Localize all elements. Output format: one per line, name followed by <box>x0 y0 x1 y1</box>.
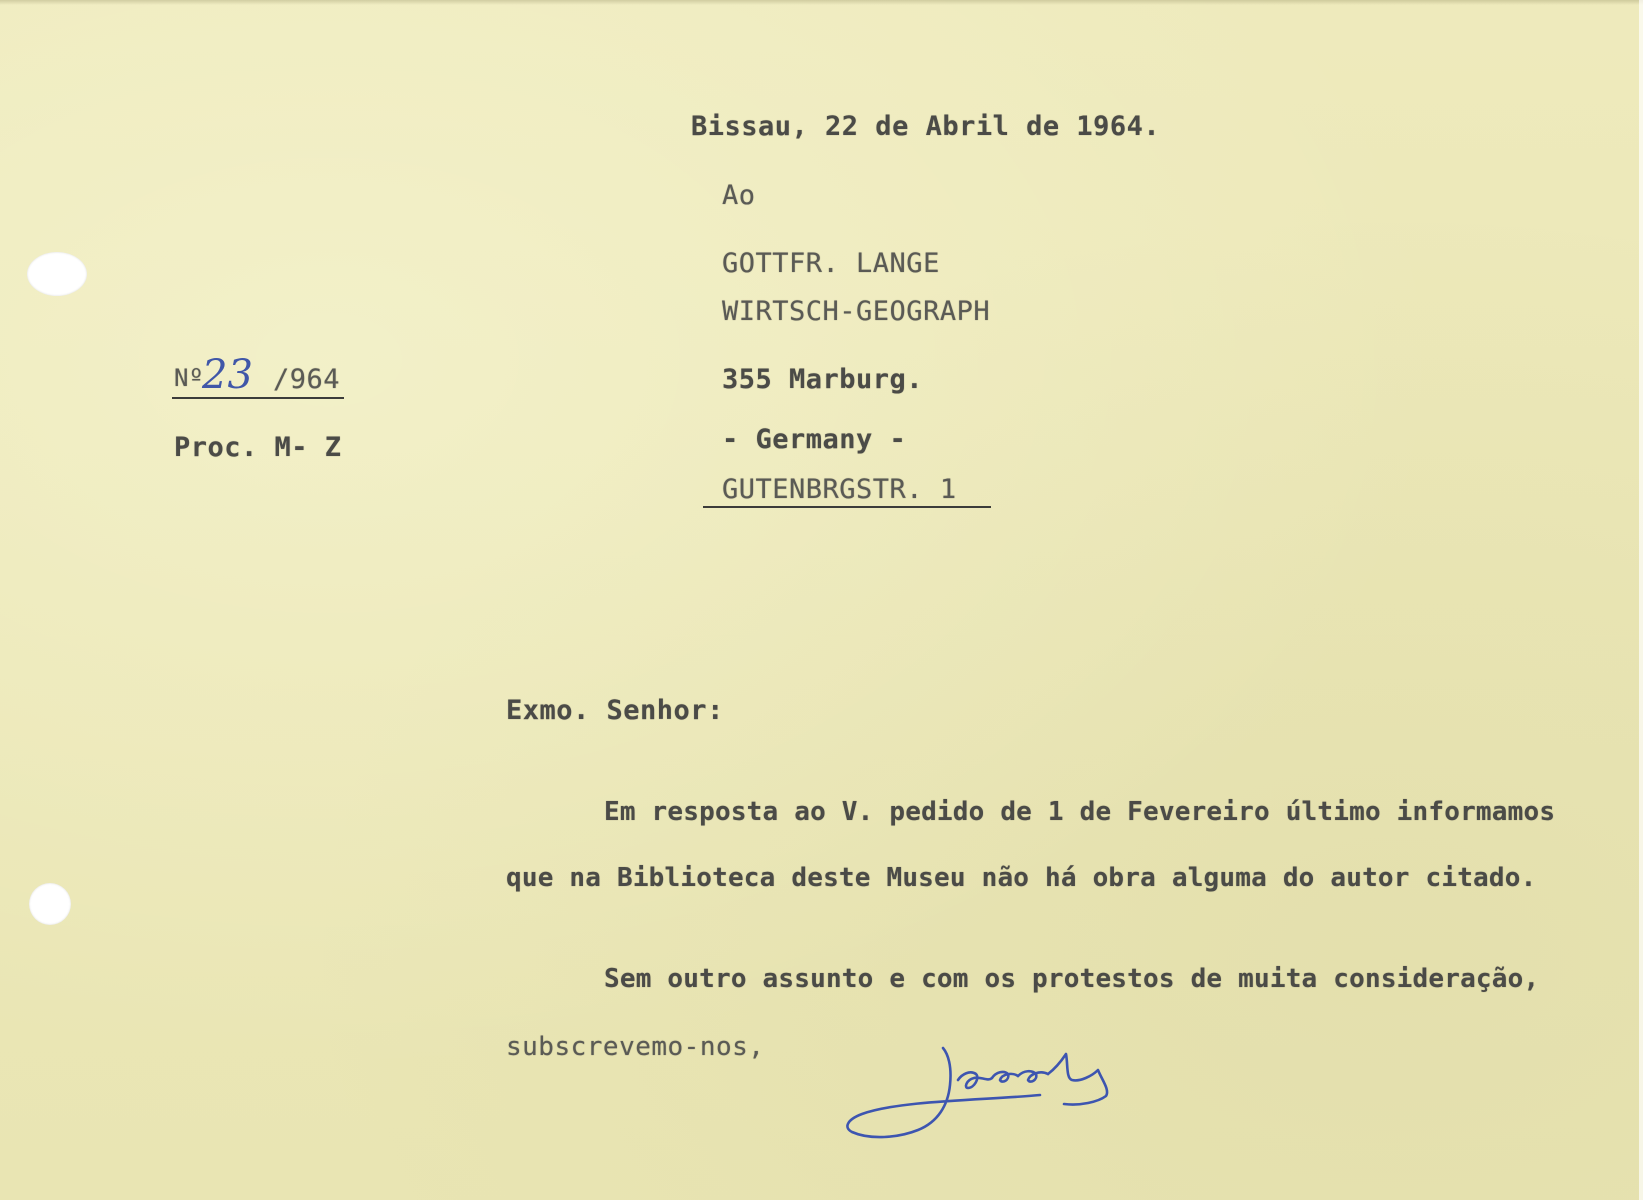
reference-underline <box>172 397 344 399</box>
recipient-name: GOTTFR. LANGE <box>722 248 940 279</box>
recipient-street-underline <box>703 506 991 508</box>
salutation-to: Ao <box>722 180 756 211</box>
recipient-city: 355 Marburg. <box>722 364 924 395</box>
signature-ink <box>840 1040 1180 1160</box>
recipient-title: WIRTSCH-GEOGRAPH <box>722 296 991 327</box>
reference-handwritten-number: 23 <box>202 352 253 398</box>
process-reference: Proc. M- Z <box>174 432 342 463</box>
paper-right-edge <box>1639 0 1643 1200</box>
punch-hole-top <box>27 252 87 296</box>
reference-prefix: Nº <box>174 364 204 392</box>
body-line-1: Em resposta ao V. pedido de 1 de Fevereiro último informamos <box>604 797 1556 827</box>
greeting: Exmo. Senhor: <box>506 695 724 726</box>
body-line-2: que na Biblioteca deste Museu não há obra alguma do autor citado. <box>506 863 1537 893</box>
reference-year: /964 <box>273 364 341 395</box>
date-line: Bissau, 22 de Abril de 1964. <box>691 111 1161 142</box>
closing-line-2: subscrevemo-nos, <box>506 1032 765 1062</box>
closing-line-1: Sem outro assunto e com os protestos de muita consideração, <box>604 964 1540 994</box>
punch-hole-bottom <box>29 883 71 925</box>
paper-top-edge <box>0 0 1643 5</box>
recipient-country: - Germany - <box>722 424 907 455</box>
recipient-street: GUTENBRGSTR. 1 <box>722 474 957 505</box>
